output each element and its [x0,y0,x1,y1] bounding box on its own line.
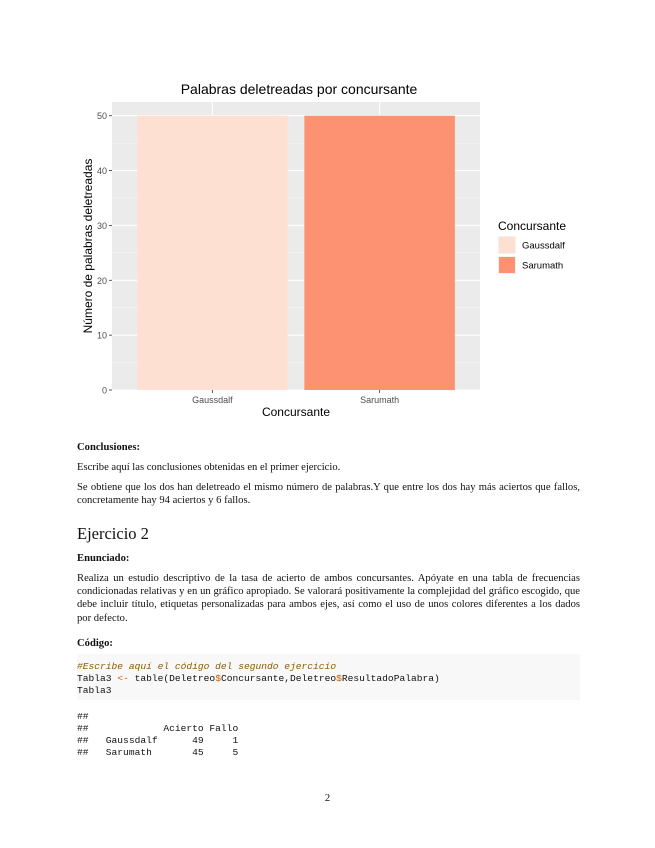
code-token: table(Deletreo [128,673,216,684]
output-line: ## [77,711,89,722]
enunciado-heading: Enunciado: [77,553,130,564]
enunciado-paragraph: Realiza un estudio descriptivo de la tasa de acierto de ambos concursantes. Apóyate en una tabla de frecuencias condicionadas relativas y en un gráfico apropiado. Se valorará positivamente la complejidad del gráfico escogido, que debe incluir título, etiquetas personalizadas para ambos ejes, así como el uso de unos colores diferentes a los dados por defecto. [77,573,580,624]
legend [498,219,566,274]
x-tick-label: Gaussdalf [192,395,233,405]
bar-sarumath [304,116,455,390]
y-tick-label: 50 [96,111,107,122]
x-tick-label: Sarumath [360,395,400,405]
legend-label: Gaussdalf [522,240,565,252]
code-dollar-operator: $ [336,673,342,684]
y-tick-label: 0 [101,385,107,396]
y-axis-ticks [97,111,112,395]
output-line: ## Acierto Fallo [77,723,239,734]
code-comment: #Escribe aquí el código del segundo ejercicio [77,661,337,672]
code-token: Tabla3 [77,673,118,684]
y-axis-label: Número de palabras deletreadas [81,158,95,334]
output-line: ## Sarumath 45 5 [77,747,239,758]
code-assign-operator: <- [117,673,129,684]
y-tick-label: 10 [96,330,107,341]
bar-chart [70,76,590,428]
x-axis-label: Concursante [261,405,331,419]
section-title: Ejercicio 2 [77,524,149,543]
conclusiones-heading: Conclusiones: [77,442,140,453]
code-dollar-operator: $ [215,673,221,684]
code-token: Concursante,Deletreo [220,673,337,684]
y-tick-label: 40 [96,166,107,177]
conclusiones-paragraph-2: Se obtiene que los dos han deletreado el mismo número de palabras.Y que entre los dos hay más aciertos que fallos, concretamente hay 94 aciertos y 6 fallos. [77,482,580,507]
conclusiones-paragraph-1: Escribe aquí las conclusiones obtenidas en el primer ejercicio. [77,462,341,473]
code-token: ResultadoPalabra) [341,673,440,684]
output-line: ## Gaussdalf 49 1 [77,735,239,746]
legend-key-gaussdalf [499,237,515,253]
legend-label: Sarumath [522,260,564,272]
legend-key-sarumath [499,257,515,273]
legend-title: Concursante [498,219,567,233]
page-number: 2 [324,793,331,804]
codigo-heading: Código: [77,638,113,649]
y-tick-label: 30 [96,220,107,231]
chart-title: Palabras deletreadas por concursante [180,81,418,97]
bar-gaussdalf [137,116,288,390]
code-line-table [77,673,440,685]
code-line-print: Tabla3 [77,685,112,696]
x-axis-ticks [192,390,399,405]
y-tick-label: 20 [96,275,107,286]
